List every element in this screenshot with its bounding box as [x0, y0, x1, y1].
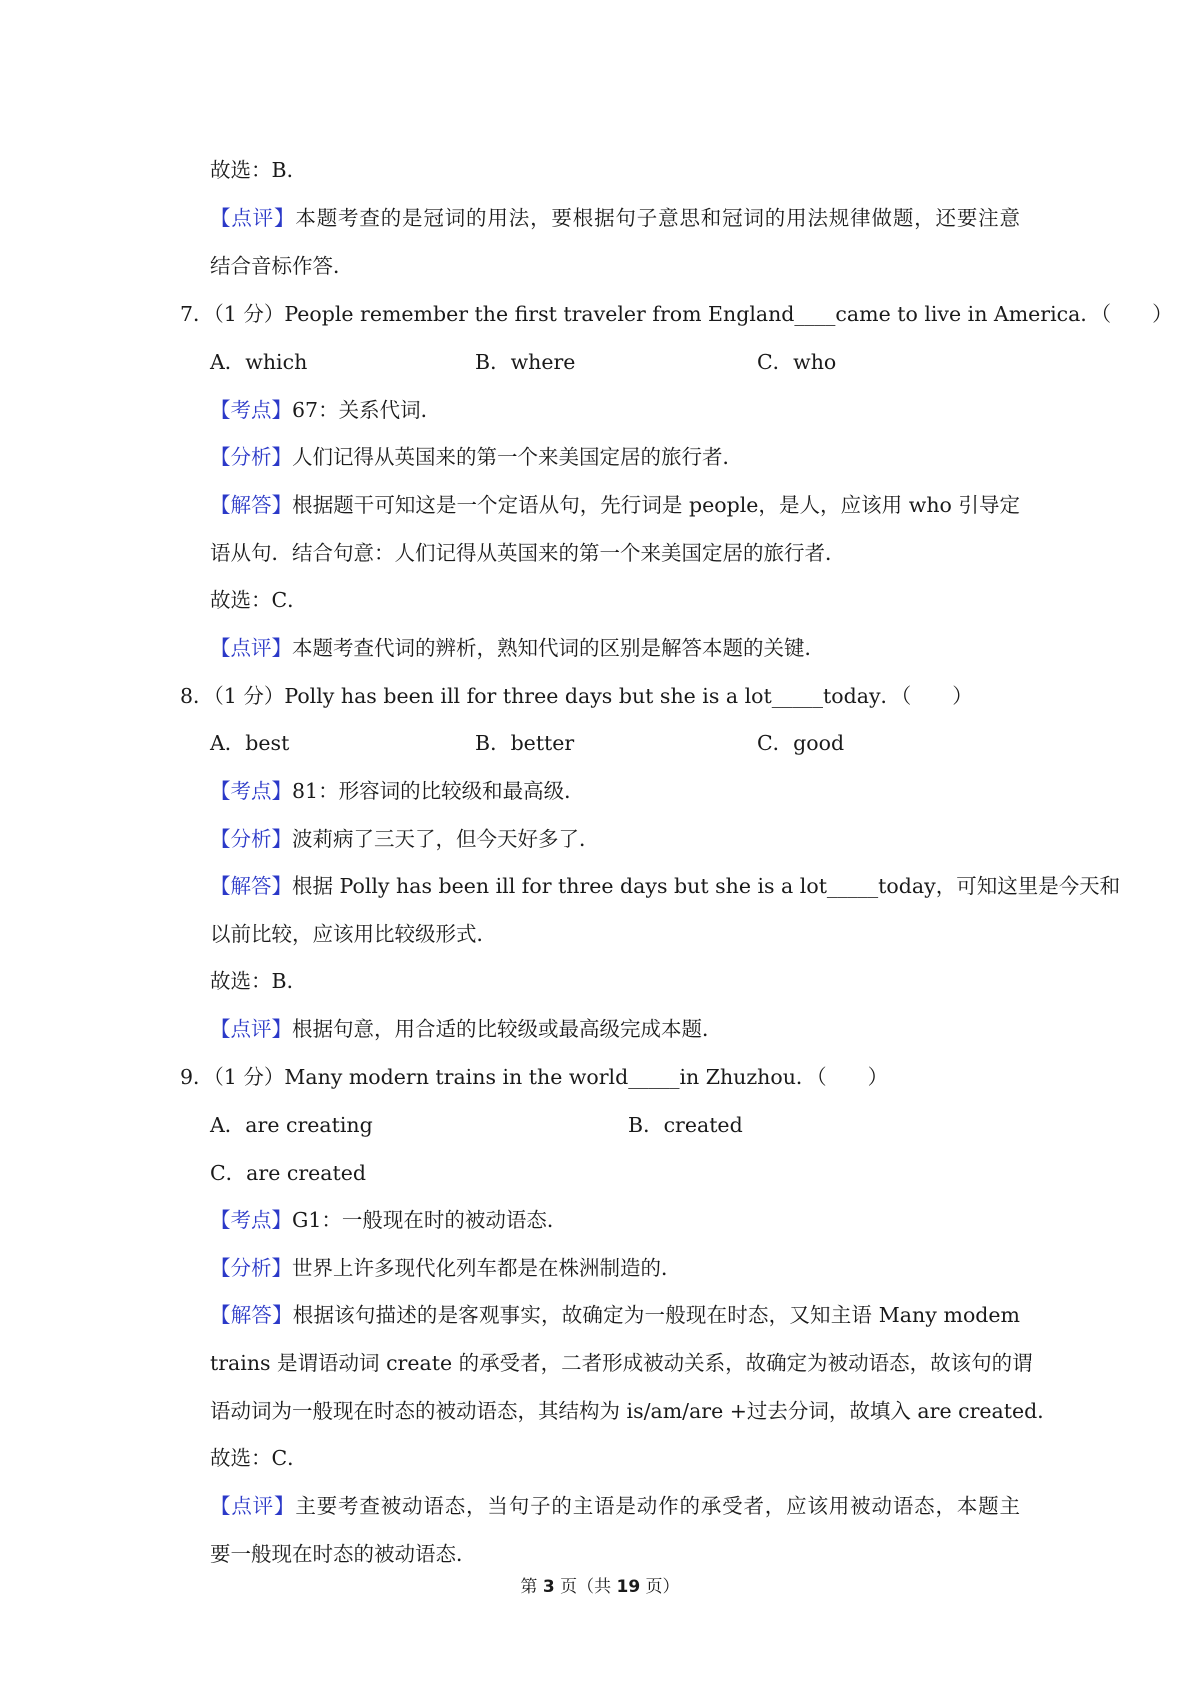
- q8-stem: 8．（1 分）Polly has been ill for three days but she is a lot_____today．（ ）: [180, 684, 973, 708]
- q8-answer-line2: 以前比较，应该用比较级形式．: [210, 922, 497, 946]
- q7-option-b: B．where: [475, 350, 576, 374]
- answer-tag: 【解答】: [210, 874, 292, 898]
- q7-answer-line1: 【解答】根据题干可知这是一个定语从句，先行词是 people，是人，应该用 who 引导定: [210, 493, 1020, 517]
- q6-choice: 故选：B．: [210, 158, 308, 182]
- q8-comment: 【点评】根据句意，用合适的比较级或最高级完成本题．: [210, 1017, 723, 1041]
- q7-answer-line2: 语从句．结合句意：人们记得从英国来的第一个来美国定居的旅行者．: [210, 541, 846, 565]
- q7-option-a: A．which: [210, 350, 308, 374]
- page-footer: 第 3 页（共 19 页）: [520, 1577, 680, 1597]
- analysis-tag: 【分析】: [210, 827, 292, 851]
- q9-analysis: 【分析】世界上许多现代化列车都是在株洲制造的．: [210, 1256, 682, 1280]
- q9-choice: 故选：C．: [210, 1446, 308, 1470]
- answer-tag: 【解答】: [210, 1303, 293, 1327]
- q6-comment-line1: [210, 204, 1020, 232]
- q9-answer-line2: trains 是谓语动词 create 的承受者，二者形成被动关系，故确定为被动语态，故该句的谓: [210, 1351, 1033, 1375]
- q8-option-b: B．better: [475, 731, 575, 755]
- q8-option-c: C．good: [757, 731, 845, 755]
- q7-point: 【考点】67：关系代词．: [210, 398, 442, 422]
- q9-answer-line1: 【解答】根据该句描述的是客观事实，故确定为一般现在时态，又知主语 Many modem: [210, 1303, 1020, 1327]
- q8-option-a: A．best: [210, 731, 290, 755]
- point-tag: 【考点】: [210, 779, 292, 803]
- point-tag: 【考点】: [210, 1208, 292, 1232]
- q9-option-a: A．are creating: [210, 1113, 373, 1137]
- q7-option-c: C．who: [757, 350, 837, 374]
- q9-stem: 9．（1 分）Many modern trains in the world_____in Zhuzhou．（ ）: [180, 1065, 889, 1089]
- q8-choice: 故选：B．: [210, 969, 308, 993]
- q9-comment-line1: 【点评】主要考查被动语态，当句子的主语是动作的承受者，应该用被动语态，本题主: [210, 1494, 1021, 1518]
- comment-tag: 【点评】: [210, 636, 292, 660]
- q7-analysis: 【分析】人们记得从英国来的第一个来美国定居的旅行者．: [210, 445, 743, 469]
- q7-choice: 故选：C．: [210, 588, 308, 612]
- q6-comment-text: 本题考查的是冠词的用法，要根据句子意思和冠词的用法规律做题，还要注意: [295, 206, 1021, 230]
- comment-tag: 【点评】: [210, 1494, 296, 1518]
- q7-stem: 7．（1 分）People remember the first traveler from England____came to live in America．（ ）: [180, 302, 1173, 326]
- comment-tag: 【点评】: [210, 1017, 292, 1041]
- page-number: 3: [542, 1577, 555, 1597]
- q9-point: 【考点】G1：一般现在时的被动语态．: [210, 1208, 568, 1232]
- page-total: 19: [616, 1577, 641, 1597]
- q9-comment-line2: 要一般现在时态的被动语态．: [210, 1542, 477, 1566]
- point-tag: 【考点】: [210, 398, 292, 422]
- q8-analysis: 【分析】波莉病了三天了，但今天好多了．: [210, 827, 600, 851]
- q9-option-b: B．created: [628, 1113, 743, 1137]
- q9-answer-line3: 语动词为一般现在时态的被动语态，其结构为 is/am/are +过去分词，故填入 are created．: [210, 1399, 1058, 1423]
- q8-answer-line1: 【解答】根据 Polly has been ill for three days but she is a lot_____today，可知这里是今天和: [210, 874, 1121, 898]
- analysis-tag: 【分析】: [210, 1256, 292, 1280]
- q6-comment-line2: 结合音标作答．: [210, 254, 354, 278]
- answer-tag: 【解答】: [210, 493, 293, 517]
- q8-point: 【考点】81：形容词的比较级和最高级．: [210, 779, 585, 803]
- analysis-tag: 【分析】: [210, 445, 292, 469]
- q9-option-c: C．are created: [210, 1161, 366, 1185]
- q7-comment: 【点评】本题考查代词的辨析，熟知代词的区别是解答本题的关键．: [210, 636, 825, 660]
- comment-tag: 【点评】: [210, 206, 296, 230]
